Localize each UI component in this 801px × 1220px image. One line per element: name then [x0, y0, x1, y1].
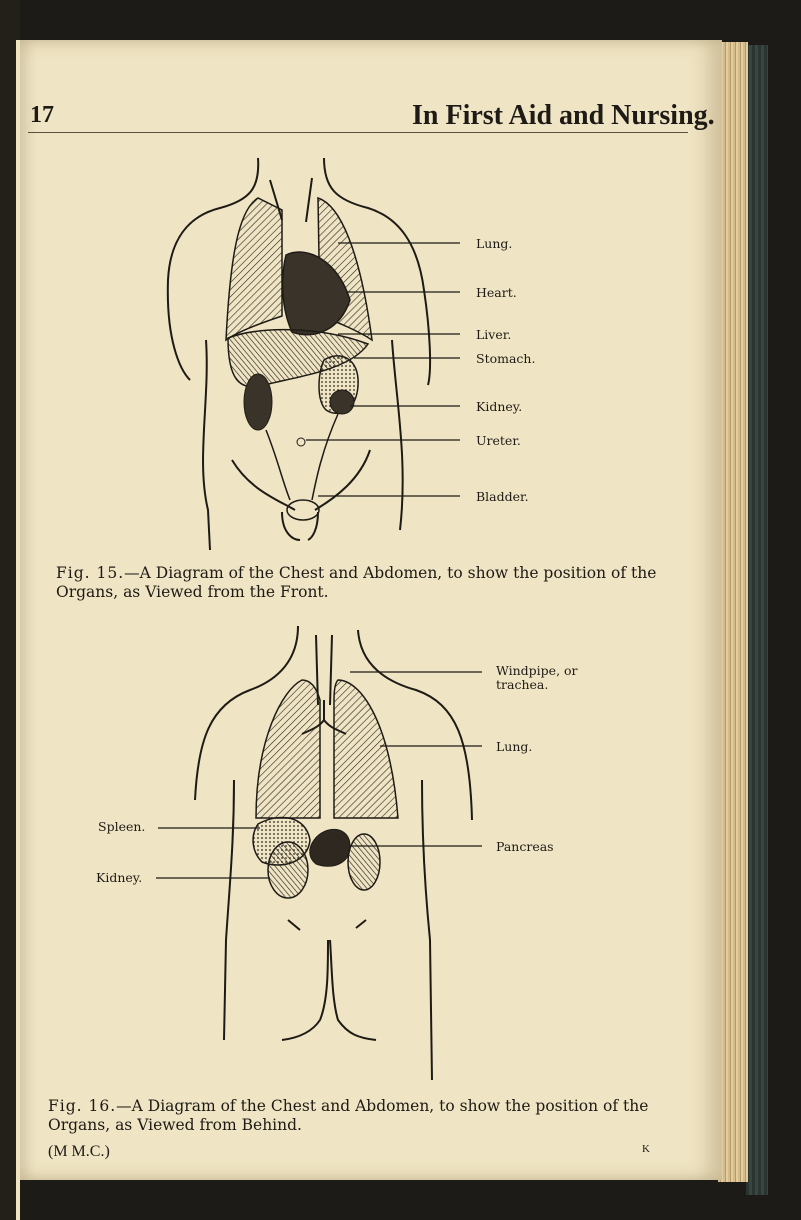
fig15-label-heart: Heart. — [476, 285, 517, 300]
fig16-caption — [48, 1097, 688, 1135]
fig16-label-lung: Lung. — [496, 739, 533, 754]
fig15-caption-text: —A Diagram of the Chest and Abdomen, to show the position of the Organs, as Viewed from the Front. — [56, 564, 657, 601]
fig15-ureters — [266, 414, 338, 500]
fig15-left-kidney — [330, 390, 354, 414]
book-page — [20, 40, 722, 1180]
fig16-label-spleen: Spleen. — [98, 819, 146, 834]
fig16-left-lung — [256, 680, 320, 818]
fig16-label-windpipe: Windpipe, or trachea. — [496, 663, 578, 692]
fig16-left-kidney — [268, 842, 308, 898]
fig16-label-kidney: Kidney. — [96, 870, 143, 885]
page-number: 17 — [30, 102, 54, 128]
fig15-caption-prefix: Fig. 15. — [56, 564, 125, 582]
fig15-bladder — [287, 500, 319, 520]
fig16-right-kidney — [348, 834, 380, 890]
page-stack-edge — [718, 42, 748, 1182]
fig16-right-lung — [334, 680, 398, 818]
fig16-caption-prefix: Fig. 16. — [48, 1097, 117, 1115]
fig16-pancreas — [310, 829, 350, 866]
fig15-label-liver: Liver. — [476, 327, 512, 342]
figure-15-diagram — [20, 40, 722, 1180]
book-cover-edge — [746, 45, 768, 1195]
fig16-label-pancreas: Pancreas — [496, 839, 554, 854]
fig15-navel — [297, 438, 305, 446]
fig15-right-lung — [226, 198, 282, 340]
fig15-label-bladder: Bladder. — [476, 489, 529, 504]
fig15-label-kidney: Kidney. — [476, 399, 523, 414]
running-head: In First Aid and Nursing. — [412, 100, 715, 131]
fig15-label-ureter: Ureter. — [476, 433, 521, 448]
fig15-label-lung: Lung. — [476, 236, 513, 251]
fig15-right-kidney — [244, 374, 272, 430]
printer-signature: (M M.C.) — [48, 1143, 110, 1160]
signature-letter: K — [642, 1143, 650, 1155]
fig15-caption — [56, 564, 696, 602]
fig15-label-stomach: Stomach. — [476, 351, 536, 366]
fig16-caption-text: —A Diagram of the Chest and Abdomen, to show the position of the Organs, as Viewed from Behind. — [48, 1097, 649, 1134]
